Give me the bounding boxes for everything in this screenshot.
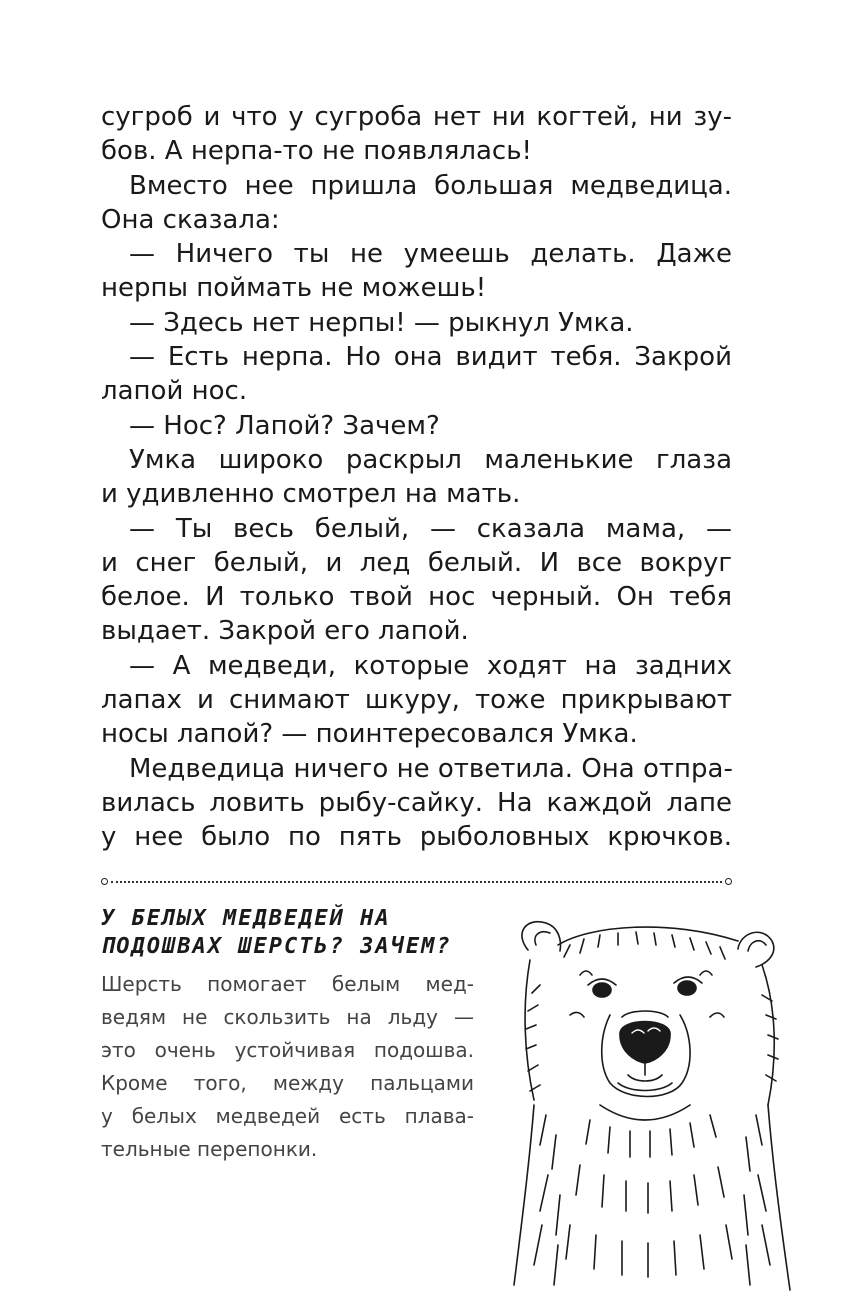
fact-body-line: Шерсть помогает белым мед- — [101, 972, 474, 996]
fact-body-line: это очень устойчивая подошва. — [101, 1038, 474, 1062]
story-line: Вместо нее пришла большая медведица. — [129, 171, 732, 201]
dotted-divider — [101, 878, 732, 886]
divider-end-ring-right — [725, 878, 732, 885]
story-line: лапой нос. — [101, 376, 248, 406]
story-line: Она сказала: — [101, 205, 280, 235]
fact-body-line: ведям не скользить на льду — — [101, 1005, 474, 1029]
polar-bear-icon — [500, 905, 800, 1300]
story-line: вилась ловить рыбу-сайку. На каждой лапе — [101, 788, 732, 818]
story-line: сугроб и что у сугроба нет ни когтей, ни зу- — [101, 102, 732, 132]
story-line: — Здесь нет нерпы! — рыкнул Умка. — [129, 308, 634, 338]
story-line: — А медведи, которые ходят на задних — [129, 651, 732, 681]
story-line: носы лапой? — поинтересовался Умка. — [101, 719, 638, 749]
story-line: выдает. Закрой его лапой. — [101, 616, 469, 646]
story-line: нерпы поймать не можешь! — [101, 273, 487, 303]
fact-heading: ПОДОШВАХ ШЕРСТЬ? ЗАЧЕМ? — [101, 934, 452, 959]
divider-end-ring-left — [101, 878, 108, 885]
story-line: Медведица ничего не ответила. Она отпра- — [129, 754, 733, 784]
fact-body-line: Кроме того, между пальцами — [101, 1071, 474, 1095]
story-line: и снег белый, и лед белый. И все вокруг — [101, 548, 732, 578]
story-line: Умка широко раскрыл маленькие глаза — [129, 445, 732, 475]
story-line: лапах и снимают шкуру, тоже прикрывают — [101, 685, 732, 715]
story-line: — Ты весь белый, — сказала мама, — — [129, 514, 732, 544]
fact-heading: У БЕЛЫХ МЕДВЕДЕЙ НА — [101, 906, 391, 931]
divider-dots — [111, 881, 722, 883]
story-line: — Нос? Лапой? Зачем? — [129, 411, 440, 441]
story-line: у нее было по пять рыболовных крючков. — [101, 822, 732, 852]
fact-body-line: тельные перепонки. — [101, 1137, 318, 1161]
story-line: белое. И только твой нос черный. Он тебя — [101, 582, 732, 612]
story-line: и удивленно смотрел на мать. — [101, 479, 521, 509]
fact-body-line: у белых медведей есть плава- — [101, 1104, 474, 1128]
story-line: — Ничего ты не умеешь делать. Даже — [129, 239, 732, 269]
story-line: бов. А нерпа-то не появлялась! — [101, 136, 532, 166]
story-line: — Есть нерпа. Но она видит тебя. Закрой — [129, 342, 732, 372]
